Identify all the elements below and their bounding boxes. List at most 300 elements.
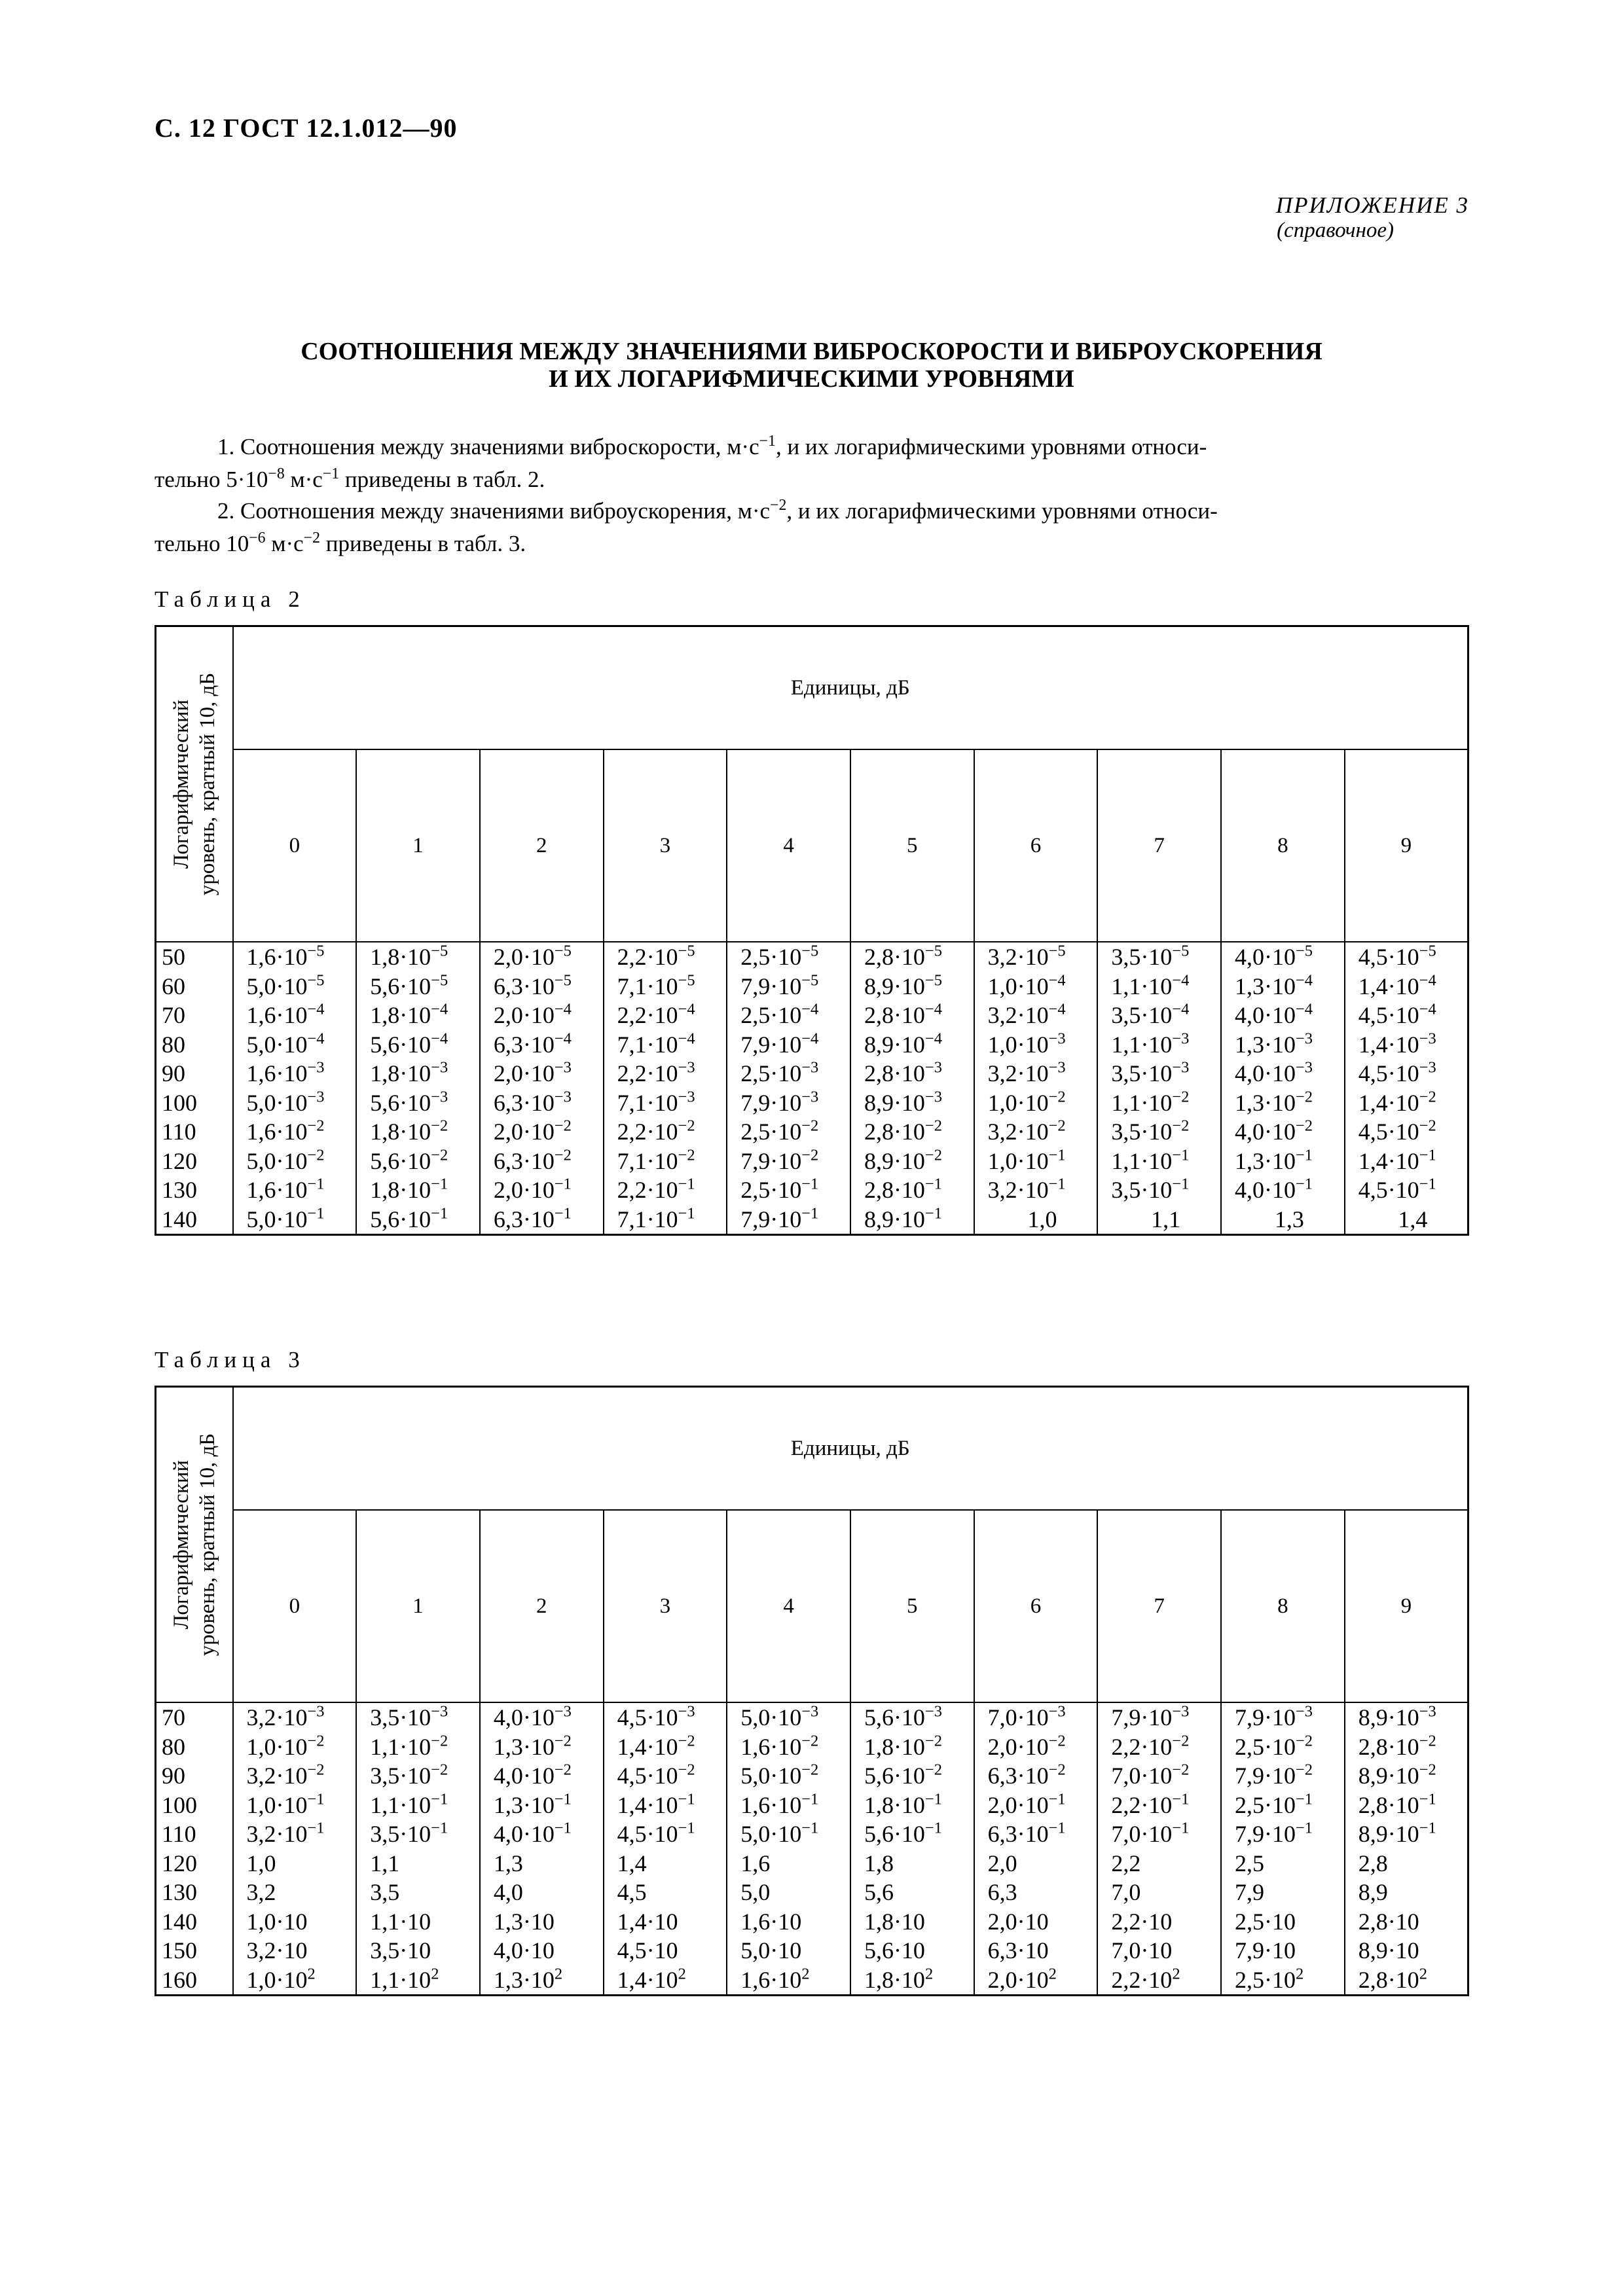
value-exponent: −3 <box>678 1702 695 1721</box>
value-exponent: −2 <box>431 1146 448 1164</box>
p2-text-a: 2. Соотношения между значениями виброускорения, м·с <box>217 498 771 524</box>
value-cell <box>988 1703 1097 1732</box>
value-exponent: −3 <box>801 1702 819 1721</box>
title-line-1: СООТНОШЕНИЯ МЕЖДУ ЗНАЧЕНИЯМИ ВИБРОСКОРОСТИ И ВИБРОУСКОРЕНИЯ <box>301 338 1322 365</box>
value-cell <box>988 1030 1097 1060</box>
value-mantissa: 1,3·10 <box>493 1791 555 1818</box>
value-cell <box>1359 1703 1467 1732</box>
value-mantissa: 4,0·10 <box>1235 1177 1296 1203</box>
value-exponent: −3 <box>924 1702 942 1721</box>
table-3 <box>155 1386 1469 1996</box>
value-mantissa: 1,8·10 <box>864 1791 925 1818</box>
column-header-9: 9 <box>1345 1510 1468 1702</box>
value-mantissa: 2,2·10 <box>617 1177 678 1203</box>
value-cell <box>1359 1878 1467 1907</box>
level-value: 90 <box>162 1060 185 1086</box>
value-cell <box>1235 972 1344 1001</box>
value-cell <box>247 1936 356 1965</box>
value-cell <box>370 1761 479 1791</box>
value-exponent: −2 <box>924 1146 942 1164</box>
value-cell <box>370 1030 479 1060</box>
value-exponent: −5 <box>1048 942 1066 960</box>
value-cell <box>864 1820 974 1849</box>
value-cell <box>988 1147 1097 1176</box>
value-mantissa: 2,0·10 <box>987 1791 1049 1818</box>
value-cell <box>988 1088 1097 1118</box>
value-mantissa: 2,0·10 <box>987 1966 1049 1993</box>
title-line-2: И ИХ ЛОГАРИФМИЧЕСКИМИ УРОВНЯМИ <box>549 365 1074 393</box>
value-cell <box>1111 1732 1220 1762</box>
value-mantissa: 1,4·10 <box>617 1791 678 1818</box>
value-cell <box>247 1147 356 1176</box>
value-exponent: −2 <box>1419 1732 1436 1750</box>
value-exponent: −1 <box>801 1790 819 1808</box>
value-cell <box>864 1878 974 1907</box>
value-cell <box>370 1088 479 1118</box>
row-header-line-2: уровень, кратный 10, дБ <box>195 672 219 896</box>
value-cell <box>617 1820 727 1849</box>
table-3-caption: Таблица 3 <box>155 1347 306 1372</box>
value-cell <box>617 1703 727 1732</box>
value-cell <box>1235 1088 1344 1118</box>
value-mantissa: 7,9·10 <box>1235 1763 1296 1789</box>
column-header-5: 5 <box>850 749 974 942</box>
p1-sup-d: −1 <box>322 465 340 482</box>
value-cell <box>1235 1761 1344 1791</box>
value-cell <box>1359 1791 1467 1820</box>
value-cell <box>1235 1791 1344 1820</box>
value-cell <box>1359 1732 1467 1762</box>
value-mantissa: 2,8·10 <box>1358 1791 1419 1818</box>
value-exponent: −2 <box>554 1146 572 1164</box>
value-mantissa: 1,0·10 <box>987 1147 1049 1174</box>
value-exponent: −5 <box>1172 942 1190 960</box>
value-exponent: −1 <box>1172 1175 1190 1193</box>
value-mantissa: 1,1 <box>1151 1206 1181 1232</box>
value-cell <box>617 1001 727 1030</box>
column-header-0: 0 <box>233 1510 357 1702</box>
value-mantissa: 5,6·10 <box>864 1704 925 1731</box>
value-cell <box>1235 1117 1344 1147</box>
value-cell <box>247 1849 356 1878</box>
value-cell <box>494 1791 603 1820</box>
value-exponent: −1 <box>678 1204 695 1223</box>
value-mantissa: 2,2·10 <box>1111 1908 1173 1935</box>
value-cell <box>247 1732 356 1762</box>
value-exponent: −4 <box>307 1030 325 1048</box>
value-exponent: −3 <box>554 1702 572 1721</box>
value-cell <box>1235 1965 1344 1995</box>
value-exponent: −3 <box>801 1088 819 1106</box>
value-cell <box>494 1965 603 1995</box>
value-exponent: −1 <box>431 1819 448 1837</box>
value-cell <box>370 1907 479 1937</box>
value-mantissa: 3,2·10 <box>987 944 1049 970</box>
p1-text-c: тельно 5·10 <box>155 467 268 492</box>
value-cell <box>370 1147 479 1176</box>
value-cell <box>1111 1059 1220 1088</box>
value-mantissa: 1,0·10 <box>987 1089 1049 1116</box>
value-exponent: −1 <box>801 1175 819 1193</box>
value-column-5 <box>850 1702 974 1996</box>
value-mantissa: 5,6·10 <box>864 1937 925 1964</box>
value-mantissa: 6,3·10 <box>987 1763 1049 1789</box>
value-mantissa: 1,8·10 <box>370 1060 431 1086</box>
value-mantissa: 1,8·10 <box>370 1177 431 1203</box>
value-mantissa: 3,2·10 <box>987 1060 1049 1086</box>
value-cell <box>617 1205 727 1234</box>
value-mantissa: 3,5·10 <box>370 1821 431 1847</box>
value-mantissa: 1,8·10 <box>864 1966 925 1993</box>
value-cell <box>494 1820 603 1849</box>
value-exponent: −2 <box>1048 1088 1066 1106</box>
value-cell <box>740 1965 850 1995</box>
value-exponent: −2 <box>801 1761 819 1779</box>
value-mantissa: 1,8·10 <box>864 1908 925 1935</box>
value-mantissa: 7,9·10 <box>740 1031 802 1058</box>
value-cell <box>740 1907 850 1937</box>
value-exponent: −3 <box>1048 1030 1066 1048</box>
value-mantissa: 6,3·10 <box>493 1206 555 1232</box>
value-cell <box>1235 942 1344 972</box>
value-mantissa: 5,6·10 <box>370 1147 431 1174</box>
value-mantissa: 1,6·10 <box>740 1733 802 1760</box>
value-cell <box>740 1761 850 1791</box>
value-mantissa: 2,5·10 <box>1235 1908 1296 1935</box>
value-mantissa: 1,4 <box>617 1850 647 1876</box>
value-mantissa: 6,3·10 <box>987 1821 1049 1847</box>
value-cell <box>988 1907 1097 1937</box>
value-mantissa: 2,2·10 <box>1111 1733 1173 1760</box>
value-mantissa: 8,9·10 <box>864 1147 925 1174</box>
row-header-cell <box>156 1387 233 1703</box>
value-mantissa: 2,8·10 <box>1358 1966 1419 1993</box>
level-value: 100 <box>162 1089 197 1116</box>
value-cell <box>1111 1175 1220 1205</box>
value-cell <box>864 1761 974 1791</box>
value-cell <box>370 1703 479 1732</box>
value-cell <box>1359 1088 1467 1118</box>
value-exponent: −3 <box>307 1058 325 1077</box>
value-cell <box>494 1761 603 1791</box>
value-cell <box>1359 1761 1467 1791</box>
value-exponent: −1 <box>1048 1790 1066 1808</box>
value-cell <box>494 1205 603 1234</box>
value-cell <box>740 942 850 972</box>
value-cell <box>1235 1732 1344 1762</box>
value-mantissa: 4,0·10 <box>493 1704 555 1731</box>
value-cell <box>1111 1147 1220 1176</box>
value-mantissa: 1,6·10 <box>740 1908 802 1935</box>
value-mantissa: 1,1·10 <box>1111 1089 1173 1116</box>
value-mantissa: 2,2·10 <box>617 944 678 970</box>
value-cell <box>1235 1936 1344 1965</box>
value-exponent: −2 <box>678 1146 695 1164</box>
value-mantissa: 1,6·10 <box>246 1119 308 1145</box>
value-cell <box>247 1030 356 1060</box>
paragraph-1-line-1 <box>155 431 1468 463</box>
value-mantissa: 3,2·10 <box>246 1937 308 1964</box>
value-mantissa: 3,5·10 <box>1111 944 1173 970</box>
document-title <box>155 338 1468 393</box>
value-exponent: −2 <box>554 1761 572 1779</box>
value-cell <box>740 1030 850 1060</box>
column-header-3: 3 <box>604 1510 727 1702</box>
value-mantissa: 2,5·10 <box>740 944 802 970</box>
level-value: 120 <box>162 1850 197 1876</box>
value-exponent: −1 <box>431 1175 448 1193</box>
value-exponent: −1 <box>801 1204 819 1223</box>
value-cell <box>864 1849 974 1878</box>
value-cell <box>1111 1965 1220 1995</box>
value-exponent: 2 <box>678 1965 686 1983</box>
value-mantissa: 5,0·10 <box>246 1147 308 1174</box>
value-exponent: −1 <box>554 1204 572 1223</box>
value-mantissa: 1,1·10 <box>1111 1147 1173 1174</box>
value-mantissa: 4,0·10 <box>1235 1002 1296 1028</box>
value-cell <box>617 1878 727 1907</box>
value-mantissa: 1,4·10 <box>617 1966 678 1993</box>
value-cell <box>740 1117 850 1147</box>
value-cell <box>247 1117 356 1147</box>
value-mantissa: 3,5·10 <box>370 1937 431 1964</box>
value-cell <box>1235 1703 1344 1732</box>
value-mantissa: 2,8·10 <box>864 1177 925 1203</box>
value-mantissa: 1,1·10 <box>1111 1031 1173 1058</box>
value-column-1 <box>356 942 480 1235</box>
value-column-0 <box>233 942 357 1235</box>
value-cell <box>864 1965 974 1995</box>
row-header-label <box>168 1433 221 1656</box>
value-cell <box>864 1088 974 1118</box>
value-mantissa: 7,9·10 <box>1235 1937 1296 1964</box>
value-mantissa: 2,2·10 <box>617 1002 678 1028</box>
level-value: 140 <box>162 1206 197 1232</box>
value-cell <box>1359 1030 1467 1060</box>
value-mantissa: 8,9·10 <box>1358 1821 1419 1847</box>
value-cell <box>988 1849 1097 1878</box>
value-cell <box>370 1820 479 1849</box>
value-mantissa: 5,0·10 <box>740 1937 802 1964</box>
value-mantissa: 5,6·10 <box>370 973 431 999</box>
value-cell <box>1235 1878 1344 1907</box>
value-mantissa: 2,5·10 <box>740 1060 802 1086</box>
column-header-1: 1 <box>356 1510 480 1702</box>
value-cell <box>617 1936 727 1965</box>
value-exponent: −3 <box>924 1088 942 1106</box>
value-mantissa: 2,5·10 <box>740 1002 802 1028</box>
value-cell <box>494 1030 603 1060</box>
value-exponent: −1 <box>307 1819 325 1837</box>
value-mantissa: 1,3·10 <box>1235 1031 1296 1058</box>
level-value: 70 <box>162 1002 185 1028</box>
value-mantissa: 1,1 <box>370 1850 400 1876</box>
level-value: 100 <box>162 1791 197 1818</box>
value-cell <box>247 1907 356 1937</box>
value-exponent: −1 <box>678 1790 695 1808</box>
value-exponent: −3 <box>924 1058 942 1077</box>
value-exponent: 2 <box>1296 1965 1304 1983</box>
value-mantissa: 6,3·10 <box>493 1147 555 1174</box>
column-header-4: 4 <box>727 1510 850 1702</box>
value-cell <box>617 1965 727 1995</box>
value-exponent: −1 <box>1048 1175 1066 1193</box>
value-exponent: −3 <box>307 1702 325 1721</box>
value-mantissa: 7,1·10 <box>617 1031 678 1058</box>
value-exponent: −1 <box>1172 1146 1190 1164</box>
value-mantissa: 3,5·10 <box>1111 1002 1173 1028</box>
value-column-0 <box>233 1702 357 1996</box>
value-mantissa: 5,6·10 <box>370 1089 431 1116</box>
value-mantissa: 1,0 <box>246 1850 276 1876</box>
column-header-6: 6 <box>974 1510 1098 1702</box>
value-exponent: −2 <box>1048 1761 1066 1779</box>
value-cell <box>1111 972 1220 1001</box>
page-header: С. 12 ГОСТ 12.1.012—90 <box>155 113 458 143</box>
value-exponent: 2 <box>1419 1965 1427 1983</box>
value-mantissa: 7,1·10 <box>617 973 678 999</box>
value-exponent: −2 <box>1172 1088 1190 1106</box>
value-exponent: 2 <box>924 1965 934 1983</box>
value-exponent: −1 <box>431 1790 448 1808</box>
value-mantissa: 8,9·10 <box>864 1089 925 1116</box>
value-cell <box>370 972 479 1001</box>
value-cell <box>247 1001 356 1030</box>
value-mantissa: 2,0 <box>987 1850 1017 1876</box>
value-exponent: −5 <box>1296 942 1313 960</box>
value-mantissa: 1,6·10 <box>740 1791 802 1818</box>
value-mantissa: 7,1·10 <box>617 1147 678 1174</box>
value-cell <box>617 1849 727 1878</box>
value-mantissa: 4,5·10 <box>617 1937 678 1964</box>
column-header-9: 9 <box>1345 749 1468 942</box>
value-cell <box>1111 1117 1220 1147</box>
value-mantissa: 1,0·10 <box>246 1966 308 1993</box>
value-exponent: −3 <box>431 1702 448 1721</box>
value-cell <box>247 942 356 972</box>
value-cell <box>370 942 479 972</box>
value-cell <box>1359 1001 1467 1030</box>
value-cell <box>988 1205 1097 1234</box>
column-number-row <box>156 749 1468 942</box>
value-mantissa: 6,3·10 <box>493 1031 555 1058</box>
value-exponent: −3 <box>554 1058 572 1077</box>
value-mantissa: 7,9·10 <box>740 973 802 999</box>
value-mantissa: 7,1·10 <box>617 1206 678 1232</box>
value-cell <box>1111 1088 1220 1118</box>
value-mantissa: 7,9·10 <box>1235 1704 1296 1731</box>
value-exponent: −3 <box>307 1088 325 1106</box>
value-exponent: −5 <box>924 971 942 990</box>
value-exponent: −5 <box>431 971 448 990</box>
value-column-7 <box>1097 1702 1221 1996</box>
value-mantissa: 1,1·10 <box>370 1791 431 1818</box>
value-exponent: −2 <box>1296 1117 1313 1135</box>
value-mantissa: 1,3 <box>493 1850 523 1876</box>
value-mantissa: 7,0 <box>1111 1879 1141 1905</box>
value-cell <box>494 972 603 1001</box>
value-cell <box>247 1965 356 1995</box>
value-cell <box>988 1175 1097 1205</box>
value-mantissa: 5,6 <box>864 1879 894 1905</box>
p2-text-e: приведены в табл. 3. <box>320 531 526 556</box>
value-exponent: −2 <box>801 1146 819 1164</box>
value-mantissa: 1,4·10 <box>1358 1147 1419 1174</box>
value-column-6 <box>974 942 1098 1235</box>
value-mantissa: 8,9·10 <box>864 1031 925 1058</box>
value-cell <box>1235 1001 1344 1030</box>
value-exponent: −5 <box>678 971 695 990</box>
value-mantissa: 2,0·10 <box>493 1002 555 1028</box>
value-mantissa: 2,2·10 <box>1111 1966 1173 1993</box>
value-exponent: −3 <box>1419 1058 1436 1077</box>
value-exponent: −5 <box>801 942 819 960</box>
value-exponent: −1 <box>554 1790 572 1808</box>
value-cell <box>864 1205 974 1234</box>
value-cell <box>1111 1205 1220 1234</box>
value-exponent: −2 <box>554 1732 572 1750</box>
value-mantissa: 1,4·10 <box>617 1908 678 1935</box>
value-cell <box>247 1059 356 1088</box>
column-header-8: 8 <box>1221 1510 1345 1702</box>
p2-text-d: м·с <box>265 531 304 556</box>
value-mantissa: 3,5·10 <box>370 1763 431 1789</box>
row-header-line-1: Логарифмический <box>169 699 193 869</box>
column-header-2: 2 <box>480 1510 604 1702</box>
value-cell <box>370 1059 479 1088</box>
value-mantissa: 1,0 <box>1027 1206 1057 1232</box>
value-mantissa: 7,0·10 <box>987 1704 1049 1731</box>
units-header: Единицы, дБ <box>233 626 1468 750</box>
value-mantissa: 4,5·10 <box>617 1763 678 1789</box>
value-mantissa: 5,0 <box>740 1879 771 1905</box>
value-cell <box>864 1791 974 1820</box>
value-mantissa: 1,6·10 <box>246 944 308 970</box>
value-mantissa: 1,0·10 <box>246 1791 308 1818</box>
value-exponent: −2 <box>554 1117 572 1135</box>
level-value: 90 <box>162 1763 185 1789</box>
value-exponent: −5 <box>554 942 572 960</box>
value-exponent: −3 <box>431 1088 448 1106</box>
level-column <box>156 942 233 1235</box>
value-cell <box>617 1088 727 1118</box>
value-cell <box>864 1907 974 1937</box>
value-cell <box>617 1030 727 1060</box>
value-cell <box>988 1791 1097 1820</box>
value-cell <box>494 1732 603 1762</box>
value-mantissa: 1,8 <box>864 1850 894 1876</box>
value-mantissa: 7,9·10 <box>740 1206 802 1232</box>
value-mantissa: 1,4·10 <box>1358 1031 1419 1058</box>
value-mantissa: 8,9·10 <box>1358 1704 1419 1731</box>
value-mantissa: 4,5·10 <box>1358 1002 1419 1028</box>
value-exponent: −5 <box>307 942 325 960</box>
value-cell <box>864 1703 974 1732</box>
level-value: 130 <box>162 1177 197 1203</box>
value-cell <box>494 1088 603 1118</box>
value-cell <box>494 1117 603 1147</box>
value-cell <box>1111 1703 1220 1732</box>
value-exponent: −3 <box>1296 1702 1313 1721</box>
value-mantissa: 4,5·10 <box>1358 1119 1419 1145</box>
value-mantissa: 5,0·10 <box>246 973 308 999</box>
value-mantissa: 3,2·10 <box>987 1002 1049 1028</box>
p2-text-c: тельно 10 <box>155 531 249 556</box>
value-exponent: −1 <box>554 1175 572 1193</box>
value-mantissa: 1,3·10 <box>493 1908 555 1935</box>
value-cell <box>1111 1849 1220 1878</box>
value-cell <box>1359 972 1467 1001</box>
